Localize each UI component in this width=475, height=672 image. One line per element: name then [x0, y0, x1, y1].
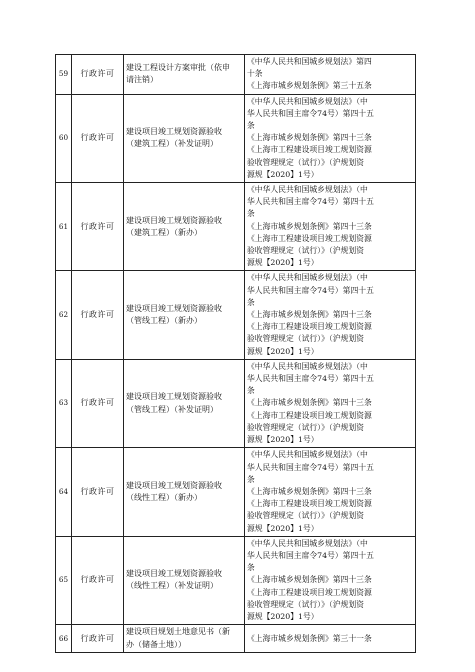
permit-type: 行政许可	[72, 625, 124, 653]
item-name	[124, 55, 245, 95]
row-number: 63	[56, 359, 72, 447]
item-name-text: 建设项目竣工规划资源验收 （建筑工程）（新办）	[126, 215, 222, 237]
table-row	[56, 271, 416, 359]
legal-basis: 《上海市城乡规划条例》第三十一条	[245, 625, 416, 653]
row-number: 65	[56, 536, 72, 624]
row-number: 60	[56, 94, 72, 182]
item-name	[124, 94, 245, 182]
legal-basis: 《中华人民共和国城乡规划法》第四 十条 《上海市城乡规划条例》第三十五条	[245, 55, 416, 95]
item-name	[124, 448, 245, 536]
row-number: 64	[56, 448, 72, 536]
table-row	[56, 625, 416, 653]
legal-basis: 《中华人民共和国城乡规划法》（中 华人民共和国主席令74号）第四十五 条 《上海市城乡规划条例》第四十三条 《上海市工程建设项目竣工规划资源 验收管理规定（试行）》（沪规划资 源规【2020】1号）	[245, 183, 416, 271]
item-name-text: 建设项目规划土地意见书（新 办（储备土地））	[126, 627, 230, 649]
legal-basis: 《中华人民共和国城乡规划法》（中 华人民共和国主席令74号）第四十五 条 《上海市城乡规划条例》第四十三条 《上海市工程建设项目竣工规划资源 验收管理规定（试行）》（沪规划资 源规【2020】1号）	[245, 536, 416, 624]
item-name-text: 建设项目竣工规划资源验收 （管线工程）（补发证明）	[126, 392, 222, 414]
permit-type: 行政许可	[72, 94, 124, 182]
legal-basis: 《中华人民共和国城乡规划法》（中 华人民共和国主席令74号）第四十五 条 《上海市城乡规划条例》第四十三条 《上海市工程建设项目竣工规划资源 验收管理规定（试行）》（沪规划资 源规【2020】1号）	[245, 359, 416, 447]
administrative-permit-table	[55, 54, 416, 653]
item-name	[124, 536, 245, 624]
row-number: 61	[56, 183, 72, 271]
row-number: 59	[56, 55, 72, 95]
legal-basis: 《中华人民共和国城乡规划法》（中 华人民共和国主席令74号）第四十五 条 《上海市城乡规划条例》第四十三条 《上海市工程建设项目竣工规划资源 验收管理规定（试行）》（沪规划资 源规【2020】1号）	[245, 94, 416, 182]
table-row	[56, 183, 416, 271]
item-name-text: 建设工程设计方案审批（依申 请注销）	[126, 63, 230, 85]
permit-type: 行政许可	[72, 448, 124, 536]
item-name	[124, 625, 245, 653]
permit-type: 行政许可	[72, 271, 124, 359]
item-name-text: 建设项目竣工规划资源验收 （管线工程）（新办）	[126, 303, 222, 326]
table-body	[56, 55, 416, 653]
permit-type: 行政许可	[72, 183, 124, 271]
item-name	[124, 359, 245, 447]
item-name	[124, 271, 245, 359]
permit-type: 行政许可	[72, 359, 124, 447]
row-number: 62	[56, 271, 72, 359]
legal-basis: 《中华人民共和国城乡规划法》（中 华人民共和国主席令74号）第四十五 条 《上海市城乡规划条例》第四十三条 《上海市工程建设项目竣工规划资源 验收管理规定（试行）》（沪规划资 源规【2020】1号）	[245, 448, 416, 536]
item-name	[124, 183, 245, 271]
table-row	[56, 94, 416, 182]
permit-type: 行政许可	[72, 55, 124, 95]
legal-basis: 《中华人民共和国城乡规划法》（中 华人民共和国主席令74号）第四十五 条 《上海市城乡规划条例》第四十三条 《上海市工程建设项目竣工规划资源 验收管理规定（试行）》（沪规划资 源规【2020】1号）	[245, 271, 416, 359]
table-row	[56, 55, 416, 95]
row-number: 66	[56, 625, 72, 653]
table-row	[56, 536, 416, 624]
table-row	[56, 448, 416, 536]
item-name-text: 建设项目竣工规划资源验收 （线性工程）（新办）	[126, 480, 222, 502]
permit-type: 行政许可	[72, 536, 124, 624]
table-row	[56, 359, 416, 447]
item-name-text: 建设项目竣工规划资源验收 （线性工程）（补发证明）	[126, 569, 222, 591]
item-name-text: 建设项目竣工规划资源验收 （建筑工程）（补发证明）	[126, 127, 222, 149]
